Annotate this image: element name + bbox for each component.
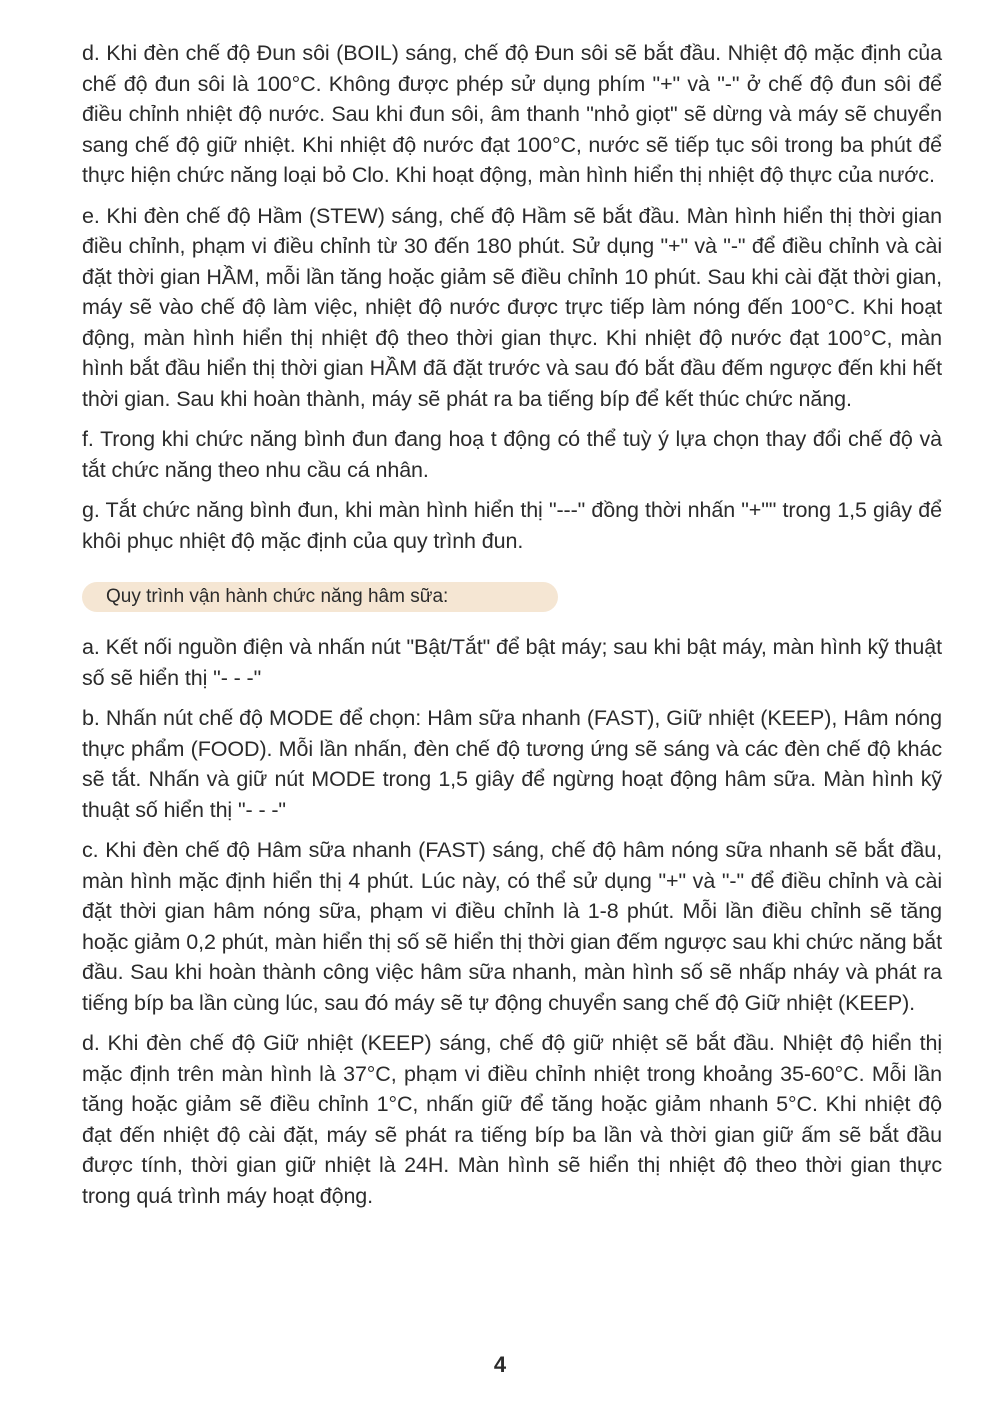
milk-step-c-paragraph: c. Khi đèn chế độ Hâm sữa nhanh (FAST) sáng, chế độ hâm nóng sữa nhanh sẽ bắt đầu, màn hình mặc định hiển thị 4 phút. Lúc này, có thể sử dụng "+" và "-" để điều chỉnh và cài đặt thời gian hâm nóng sữa, phạm vi điều chỉnh là 1-8 phút. Mỗi lần điều chỉnh sẽ tăng hoặc giảm 0,2 phút, màn hiển thị số sẽ hiển thị thời gian đếm ngược sau khi chức năng bắt đầu. Sau khi hoàn thành công việc hâm sữa nhanh, màn hình số sẽ nhấp nháy và phát ra tiếng bíp ba lần cùng lúc, sau đó máy sẽ tự động chuyển sang chế độ Giữ nhiệt (KEEP). — [82, 838, 942, 1015]
manual-page — [82, 38, 942, 1221]
milk-warming-section-heading: Quy trình vận hành chức năng hâm sữa: — [82, 582, 558, 612]
boil-mode-paragraph: d. Khi đèn chế độ Đun sôi (BOIL) sáng, chế độ Đun sôi sẽ bắt đầu. Nhiệt độ mặc định của chế độ đun sôi là 100°C. Không được phép sử dụng phím "+" và "-" ở chế độ đun sôi để điều chỉnh nhiệt độ nước. Sau khi đun sôi, âm thanh "nhỏ giọt" sẽ dừng và máy sẽ chuyển sang chế độ giữ nhiệt. Khi nhiệt độ nước đạt 100°C, nước sẽ tiếp tục sôi trong ba phút để thực hiện chức năng loại bỏ Clo. Khi hoạt động, màn hình hiển thị nhiệt độ thực của nước. — [82, 41, 942, 187]
page-number: 4 — [493, 1352, 507, 1377]
milk-step-d-paragraph: d. Khi đèn chế độ Giữ nhiệt (KEEP) sáng, chế độ giữ nhiệt sẽ bắt đầu. Nhiệt độ hiển thị mặc định trên màn hình là 37°C, phạm vi điều chỉnh nhiệt trong khoảng 35-60°C. Mỗi lần tăng hoặc giảm sẽ điều chỉnh 1°C, nhấn giữ để tăng hoặc giảm nhanh 5°C. Khi nhiệt độ đạt đến nhiệt độ cài đặt, máy sẽ phát ra tiếng bíp ba lần và thời gian giữ ấm sẽ bắt đầu được tính, thời gian giữ nhiệt là 24H. Màn hình sẽ hiển thị nhiệt độ theo thời gian thực trong quá trình máy hoạt động. — [82, 1031, 942, 1208]
milk-step-b-paragraph: b. Nhấn nút chế độ MODE để chọn: Hâm sữa nhanh (FAST), Giữ nhiệt (KEEP), Hâm nóng thực phẩm (FOOD). Mỗi lần nhấn, đèn chế độ tương ứng sẽ sáng và các đèn chế độ khác sẽ tắt. Nhấn và giữ nút MODE trong 1,5 giây để ngừng hoạt động hâm sữa. Màn hình kỹ thuật số hiển thị "- - -" — [82, 706, 942, 822]
milk-step-a-paragraph: a. Kết nối nguồn điện và nhấn nút "Bật/Tắt" để bật máy; sau khi bật máy, màn hình kỹ thuật số sẽ hiển thị "- - -" — [82, 635, 942, 690]
mode-change-paragraph: f. Trong khi chức năng bình đun đang hoạ t động có thể tuỳ ý lựa chọn thay đổi chế độ và tắt chức năng theo nhu cầu cá nhân. — [82, 427, 942, 482]
reset-default-paragraph: g. Tắt chức năng bình đun, khi màn hình hiển thị "---" đồng thời nhấn "+"" trong 1,5 giây để khôi phục nhiệt độ mặc định của quy trình đun. — [82, 498, 942, 553]
stew-mode-paragraph: e. Khi đèn chế độ Hầm (STEW) sáng, chế độ Hầm sẽ bắt đầu. Màn hình hiển thị thời gian điều chỉnh, phạm vi điều chỉnh từ 30 đến 180 phút. Sử dụng "+" và "-" để điều chỉnh và cài đặt thời gian HẦM, mỗi lần tăng hoặc giảm sẽ điều chỉnh 10 phút. Sau khi cài đặt thời gian, máy sẽ vào chế độ làm việc, nhiệt độ nước được trực tiếp làm nóng đến 100°C. Khi hoạt động, màn hình hiển thị nhiệt độ theo thời gian thực. Khi nhiệt độ nước đạt 100°C, màn hình bắt đầu hiển thị thời gian HẦM đã đặt trước và sau đó bắt đầu đếm ngược đến khi hết thời gian. Sau khi hoàn thành, máy sẽ phát ra ba tiếng bíp để kết thúc chức năng. — [82, 203, 942, 411]
